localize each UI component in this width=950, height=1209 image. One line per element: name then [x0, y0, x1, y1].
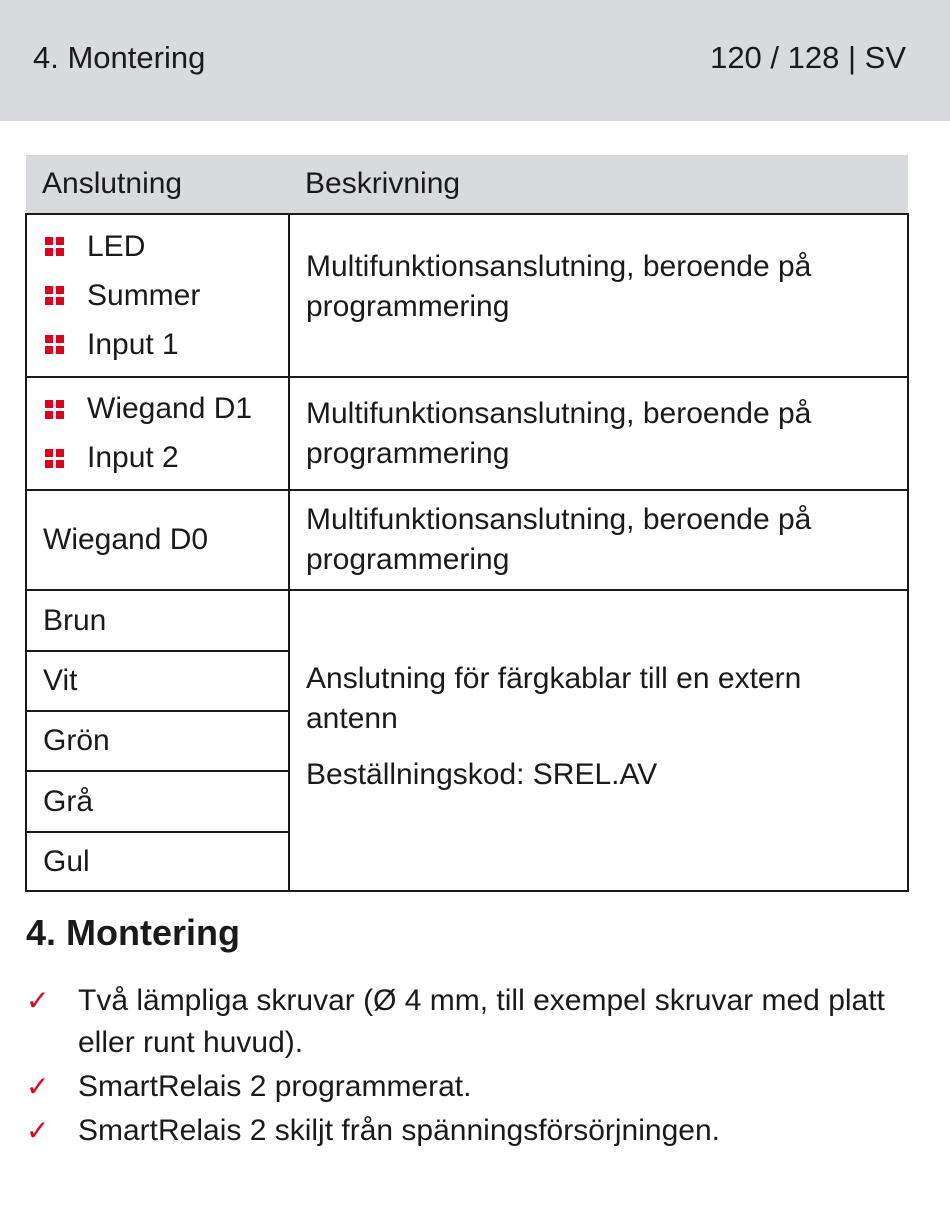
cable-color-cell: Gul [26, 832, 289, 891]
list-item [35, 222, 272, 271]
description-text: Anslutning för färgkablar till en extern antenn [306, 661, 802, 735]
list-item [35, 434, 272, 483]
checklist-text: Två lämpliga skruvar (Ø 4 mm, till exempel skruvar med platt eller runt huvud). [78, 984, 885, 1059]
list-item [26, 1066, 906, 1108]
red-square-grid-icon [45, 400, 64, 419]
connection-label: Wiegand D0 [26, 490, 289, 590]
order-code: Beställningskod: SREL.AV [306, 757, 658, 791]
cable-color-cell: Grön [26, 711, 289, 771]
connection-label: LED [87, 229, 146, 263]
table-header-row [26, 155, 908, 214]
check-icon: ✓ [26, 985, 50, 1016]
header-page-number: 120 / 128 | SV [710, 40, 906, 75]
checklist-text: SmartRelais 2 skiljt från spänningsförsörjningen. [78, 1114, 720, 1147]
list-item [26, 1110, 906, 1152]
list-item [26, 980, 906, 1064]
list-item [35, 385, 272, 434]
table-row [26, 590, 908, 651]
red-square-grid-icon [45, 237, 64, 256]
cable-color-cell: Vit [26, 651, 289, 711]
description-text: Multifunktionsanslutning, beroende på programmering [306, 396, 812, 470]
header-section: 4. Montering [33, 40, 206, 75]
table-row [26, 490, 908, 590]
connection-label: Summer [87, 278, 201, 312]
description-text: Multifunktionsanslutning, beroende på programmering [306, 503, 812, 576]
checklist-text: SmartRelais 2 programmerat. [78, 1070, 472, 1103]
connection-list [35, 385, 272, 483]
check-icon: ✓ [26, 1071, 50, 1102]
page-header [0, 0, 950, 121]
red-square-grid-icon [45, 286, 64, 305]
connection-label: Wiegand D1 [87, 392, 253, 425]
section-title: 4. Montering [26, 912, 240, 953]
requirements-checklist [26, 980, 906, 1154]
connection-cell [26, 377, 289, 490]
description-cell [289, 377, 908, 490]
column-header-description: Beskrivning [289, 155, 908, 214]
connection-cell [26, 214, 289, 377]
description-text: Multifunktionsanslutning, beroende på programmering [306, 249, 812, 323]
connection-label: Input 1 [87, 327, 179, 361]
description-cell [289, 590, 908, 891]
connection-label: Input 2 [87, 441, 179, 474]
description-cell [289, 214, 908, 377]
list-item [35, 271, 272, 320]
red-square-grid-icon [45, 449, 64, 468]
list-item [35, 320, 272, 369]
column-header-connection: Anslutning [26, 155, 289, 214]
check-icon: ✓ [26, 1115, 50, 1146]
cable-color-cell: Grå [26, 771, 289, 832]
description-cell [289, 490, 908, 590]
connection-table [25, 155, 909, 892]
table-row [26, 377, 908, 490]
connection-list [35, 222, 272, 369]
red-square-grid-icon [45, 335, 64, 354]
cable-color-cell: Brun [26, 590, 289, 651]
table-row [26, 214, 908, 377]
